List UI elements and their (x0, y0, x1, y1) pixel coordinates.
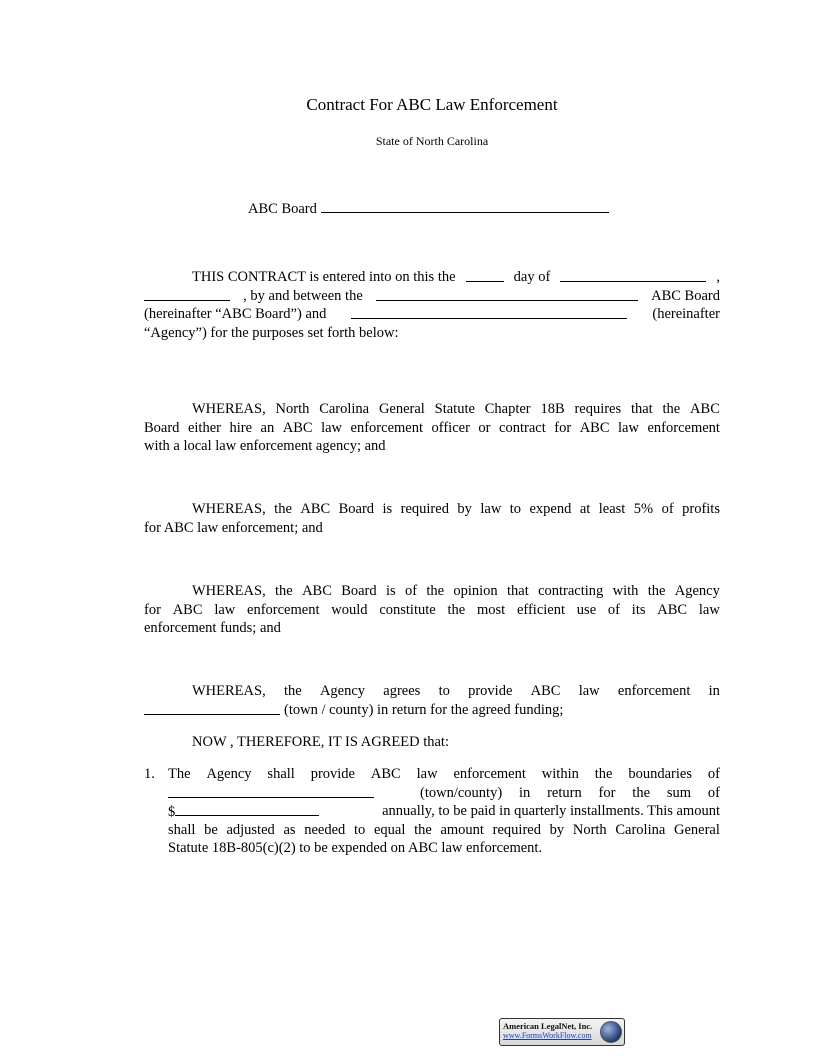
american-legalnet-logo[interactable] (499, 1018, 625, 1046)
abc-board-line (248, 199, 609, 218)
item-1-line-3: $ annually, to be paid in quarterly installments. This amount (168, 803, 720, 820)
whereas-3-line-3: enforcement funds; and (144, 620, 281, 636)
whereas-3-line-1: WHEREAS, the ABC Board is of the opinion that contracting with the Agency (192, 583, 720, 599)
whereas-3-line-2: for ABC law enforcement would constitute the most efficient use of its ABC law (144, 601, 720, 618)
item-1-line-4: shall be adjusted as needed to equal the amount required by North Carolina General (168, 821, 720, 838)
whereas-agency-line-1: WHEREAS, the Agency agrees to provide ABC law enforcement in (192, 683, 720, 699)
globe-icon (600, 1021, 622, 1043)
day-blank[interactable] (466, 268, 504, 282)
contract-paragraph (144, 268, 720, 342)
whereas-1-line-1: WHEREAS, North Carolina General Statute Chapter 18B requires that the ABC (192, 401, 720, 417)
item-town-county-blank[interactable] (168, 784, 374, 798)
item-1-line-1: The Agency shall provide ABC law enforcement within the boundaries of (168, 766, 720, 782)
whereas-2-line-2: for ABC law enforcement; and (144, 519, 323, 536)
abc-board-name-blank[interactable] (321, 199, 609, 213)
town-county-blank[interactable] (144, 701, 280, 715)
agreed-paragraph (144, 733, 720, 752)
board-party-blank[interactable] (376, 287, 638, 301)
item-1-line-2: (town/county) in return for the sum of (168, 784, 720, 803)
whereas-1-line-3: with a local law enforcement agency; and (144, 438, 386, 454)
numbered-item-1 (144, 765, 720, 858)
whereas-2-line-1: WHEREAS, the ABC Board is required by law to expend at least 5% of profits (192, 501, 720, 517)
page-title: Contract For ABC Law Enforcement (306, 95, 558, 114)
item-number: 1. (144, 766, 155, 782)
contract-line-4: “Agency”) for the purposes set forth below: (144, 324, 399, 341)
logo-website-link[interactable]: www.FormsWorkFlow.com (503, 1031, 592, 1040)
month-blank[interactable] (560, 268, 706, 282)
page-subtitle: State of North Carolina (375, 134, 489, 148)
agency-party-blank[interactable] (351, 305, 627, 319)
contract-line-3: (hereinafter “ABC Board”) and (hereinafter (144, 306, 720, 322)
sum-amount-blank[interactable] (175, 802, 319, 816)
whereas-1-line-2: Board either hire an ABC law enforcement officer or contract for ABC law enforcement (144, 419, 720, 436)
whereas-agency-line-2: (town / county) in return for the agreed funding; (144, 701, 720, 720)
agreed-line: NOW , THEREFORE, IT IS AGREED that: (192, 734, 449, 750)
whereas-agency-paragraph (144, 682, 720, 719)
contract-line-1: THIS CONTRACT is entered into on this the day of , (192, 269, 720, 285)
contract-line-2: , by and between the ABC Board (144, 287, 720, 306)
whereas-paragraph-1 (144, 400, 720, 456)
logo-company-name: American LegalNet, Inc. (503, 1021, 593, 1031)
year-blank[interactable] (144, 287, 230, 301)
abc-board-label: ABC Board (248, 201, 317, 217)
item-1-line-5: Statute 18B-805(c)(2) to be expended on ABC law enforcement. (168, 840, 543, 856)
whereas-paragraph-2 (144, 500, 720, 537)
whereas-paragraph-3 (144, 582, 720, 638)
